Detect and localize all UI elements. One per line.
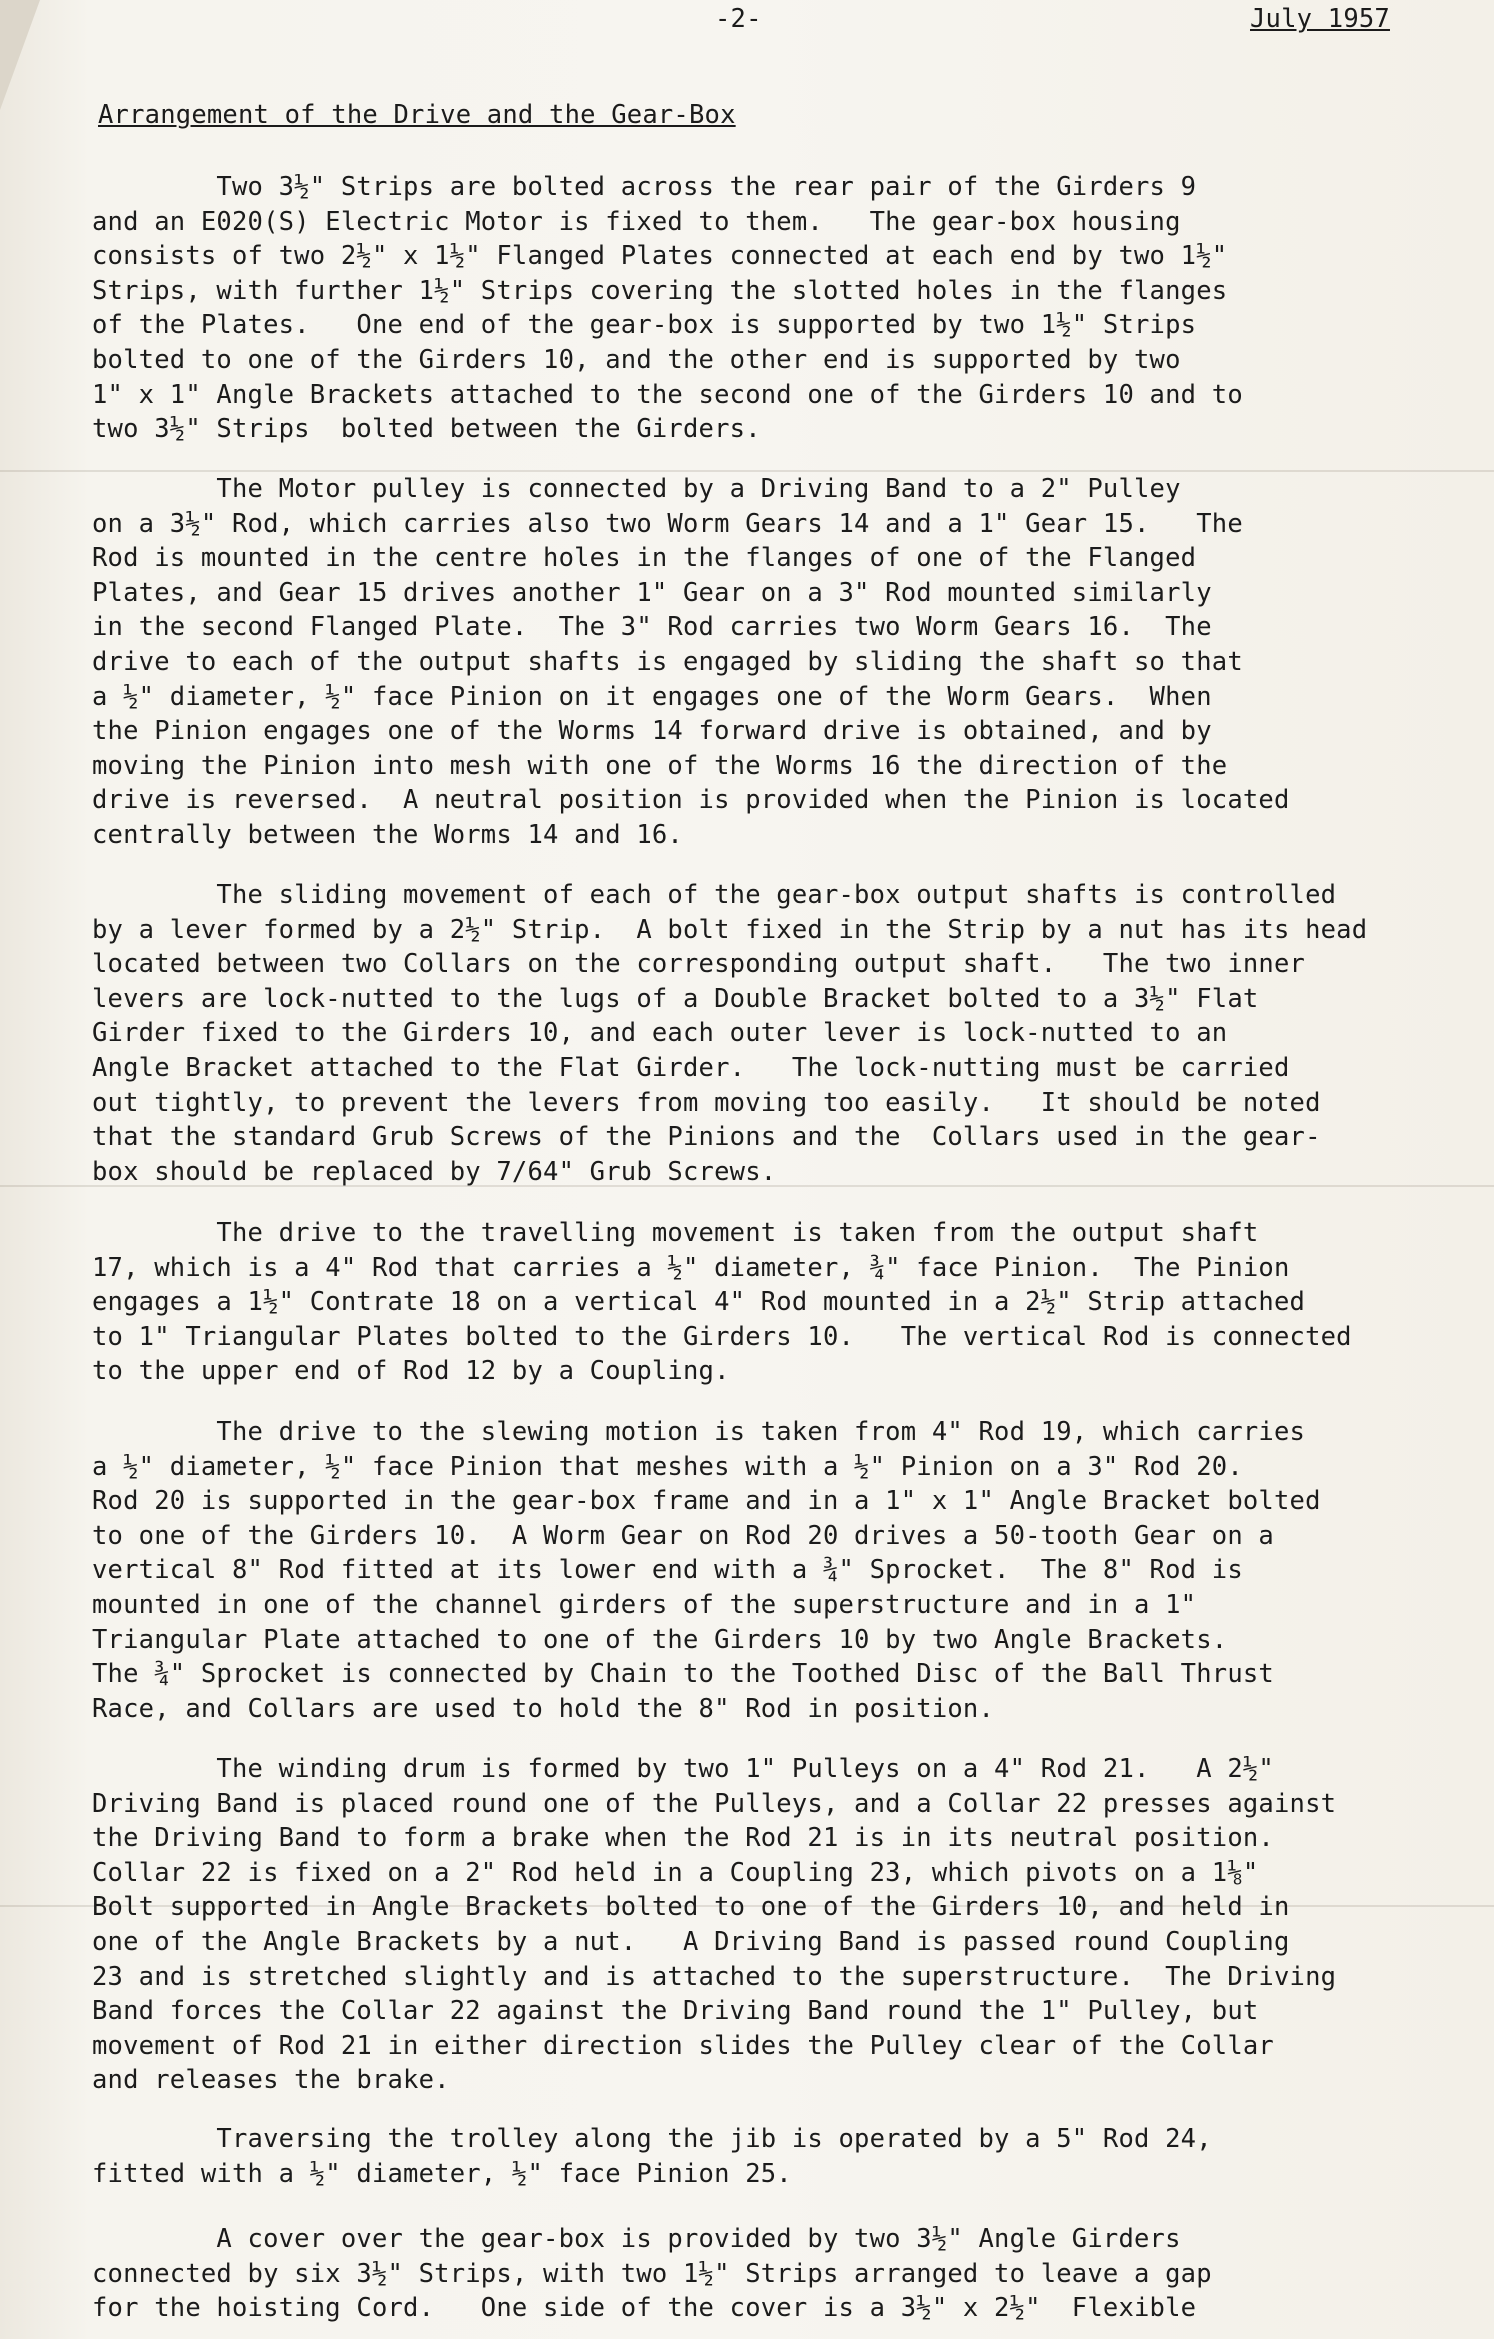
folded-corner [0,0,40,110]
text-line: engages a 1½" Contrate 18 on a vertical 4" Rod mounted in a 2½" Strip attached [92,1287,1306,1318]
text-line: Rod is mounted in the centre holes in the flanges of one of the Flanged [92,543,1197,574]
text-line: Driving Band is placed round one of the Pulleys, and a Collar 22 presses against [92,1788,1337,1819]
text-line: to 1" Triangular Plates bolted to the Girders 10. The vertical Rod is connected [92,1321,1352,1352]
text-line: mounted in one of the channel girders of the superstructure and in a 1" [92,1589,1197,1620]
text-line: Band forces the Collar 22 against the Driving Band round the 1" Pulley, but [92,1996,1259,2027]
text-line: Rod 20 is supported in the gear-box frame and in a 1" x 1" Angle Bracket bolted [92,1486,1321,1517]
text-line: of the Plates. One end of the gear-box is supported by two 1½" Strips [92,310,1197,341]
paragraph-slewing-drive [92,1415,1472,1726]
text-line: fitted with a ½" diameter, ½" face Pinion 25. [92,2158,792,2189]
text-line: two 3½" Strips bolted between the Girders. [92,414,761,445]
text-line: connected by six 3½" Strips, with two 1½" Strips arranged to leave a gap [92,2258,1212,2289]
text-line: Two 3½" Strips are bolted across the rear pair of the Girders 9 [92,172,1197,202]
text-line: 17, which is a 4" Rod that carries a ½" diameter, ¾" face Pinion. The Pinion [92,1252,1290,1283]
text-line: a ½" diameter, ½" face Pinion on it engages one of the Worm Gears. When [92,681,1212,712]
text-line: bolted to one of the Girders 10, and the other end is supported by two [92,344,1181,375]
text-line: a ½" diameter, ½" face Pinion that meshes with a ½" Pinion on a 3" Rod 20. [92,1451,1243,1482]
paragraph-sliding-movement [92,878,1472,1189]
text-line: 23 and is stretched slightly and is attached to the superstructure. The Driving [92,1961,1337,1992]
section-title: Arrangement of the Drive and the Gear-Box [98,100,736,130]
paragraph-gearbox-cover [92,2222,1472,2326]
text-line: Triangular Plate attached to one of the Girders 10 by two Angle Brackets. [92,1624,1228,1655]
text-line: The sliding movement of each of the gear-box output shafts is controlled [92,880,1337,910]
paragraph-gearbox-housing [92,170,1472,447]
text-line: drive is reversed. A neutral position is provided when the Pinion is located [92,785,1290,816]
paragraph-winding-drum [92,1752,1472,2098]
text-line: for the hoisting Cord. One side of the cover is a 3½" x 2½" Flexible [92,2293,1197,2324]
text-line: The winding drum is formed by two 1" Pulleys on a 4" Rod 21. A 2½" [92,1754,1274,1784]
text-line: Race, and Collars are used to hold the 8" Rod in position. [92,1693,995,1724]
text-line: The ¾" Sprocket is connected by Chain to the Toothed Disc of the Ball Thrust [92,1659,1274,1690]
text-line: and an E020(S) Electric Motor is fixed to them. The gear-box housing [92,206,1181,237]
text-line: Collar 22 is fixed on a 2" Rod held in a Coupling 23, which pivots on a 1⅛" [92,1857,1259,1888]
text-line: Girder fixed to the Girders 10, and each outer lever is lock-nutted to an [92,1018,1228,1049]
text-line: the Driving Band to form a brake when the Rod 21 is in its neutral position. [92,1823,1274,1854]
text-line: consists of two 2½" x 1½" Flanged Plates connected at each end by two 1½" [92,241,1228,272]
text-line: movement of Rod 21 in either direction slides the Pulley clear of the Collar [92,2030,1274,2061]
paragraph-travelling-drive [92,1216,1472,1389]
text-line: moving the Pinion into mesh with one of the Worms 16 the direction of the [92,750,1228,781]
text-line: Angle Bracket attached to the Flat Girder. The lock-nutting must be carried [92,1052,1290,1083]
text-line: one of the Angle Brackets by a nut. A Driving Band is passed round Coupling [92,1926,1290,1957]
text-line: on a 3½" Rod, which carries also two Worm Gears 14 and a 1" Gear 15. The [92,508,1243,539]
text-line: to one of the Girders 10. A Worm Gear on Rod 20 drives a 50-tooth Gear on a [92,1520,1274,1551]
paragraph-motor-pulley [92,472,1472,853]
paragraph-trolley-traverse [92,2122,1472,2191]
text-line: the Pinion engages one of the Worms 14 forward drive is obtained, and by [92,716,1212,747]
text-line: and releases the brake. [92,2065,450,2096]
text-line: in the second Flanged Plate. The 3" Rod carries two Worm Gears 16. The [92,612,1212,643]
text-line: The Motor pulley is connected by a Driving Band to a 2" Pulley [92,474,1181,504]
text-line: 1" x 1" Angle Brackets attached to the second one of the Girders 10 and to [92,379,1243,410]
text-line: by a lever formed by a 2½" Strip. A bolt fixed in the Strip by a nut has its head [92,914,1368,945]
text-line: centrally between the Worms 14 and 16. [92,819,683,850]
text-line: Plates, and Gear 15 drives another 1" Gear on a 3" Rod mounted similarly [92,577,1212,608]
text-line: box should be replaced by 7/64" Grub Screws. [92,1156,777,1187]
text-line: vertical 8" Rod fitted at its lower end with a ¾" Sprocket. The 8" Rod is [92,1555,1243,1586]
text-line: The drive to the travelling movement is taken from the output shaft [92,1218,1259,1248]
text-line: that the standard Grub Screws of the Pinions and the Collars used in the gear- [92,1122,1321,1153]
text-line: drive to each of the output shafts is engaged by sliding the shaft so that [92,646,1243,677]
text-line: levers are lock-nutted to the lugs of a Double Bracket bolted to a 3½" Flat [92,983,1259,1014]
page-number: -2- [715,4,762,34]
text-line: The drive to the slewing motion is taken from 4" Rod 19, which carries [92,1417,1306,1447]
text-line: A cover over the gear-box is provided by two 3½" Angle Girders [92,2224,1181,2254]
text-line: Traversing the trolley along the jib is operated by a 5" Rod 24, [92,2124,1212,2154]
text-line: to the upper end of Rod 12 by a Coupling. [92,1356,730,1387]
text-line: Bolt supported in Angle Brackets bolted to one of the Girders 10, and held in [92,1892,1290,1923]
document-date: July 1957 [1250,4,1390,34]
text-line: located between two Collars on the corresponding output shaft. The two inner [92,949,1306,980]
text-line: out tightly, to prevent the levers from moving too easily. It should be noted [92,1087,1321,1118]
text-line: Strips, with further 1½" Strips covering the slotted holes in the flanges [92,275,1228,306]
